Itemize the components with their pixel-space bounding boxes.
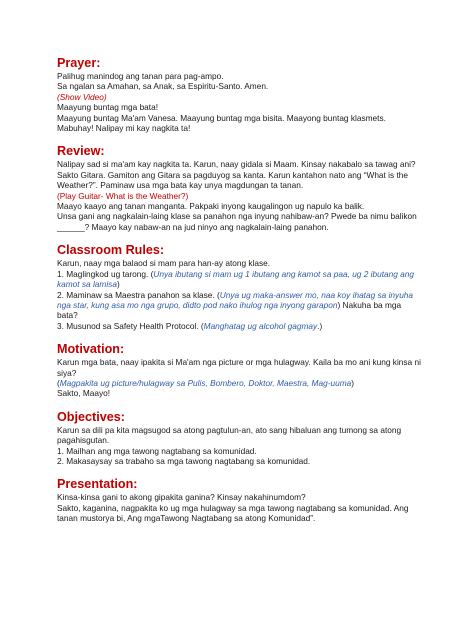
review-line: Sakto Gitara. Gamiton ang Gitara sa pagduyog sa kanta. Karun kantahon nato ang “What is the [57,169,408,180]
prayer-line: Maayung buntag mga bata! [57,102,159,113]
rule-instruction: Unya ug maka-answer mo, naa koy ihatag sa inyuha [219,289,414,300]
review-line: Maayo kaayo ang tanan manganta. Pakpaki inyong kaugalingon ug napulo ka balik. [57,201,365,212]
rules-intro: Karun, naay mga balaod si mam para han-ay atong klase. [57,258,271,269]
presentation-heading: Presentation: [57,477,138,492]
motivation-instruction [57,378,434,388]
rule-instruction: Unya ibutang si mam ug 1 ibutang ang kamot sa paa, ug 2 ibutang ang [153,268,415,279]
objectives-section [57,410,434,467]
rule-instruction: kamot sa lamisa [57,279,117,290]
rule-item-3 [57,321,434,331]
presentation-line: Kinsa-kinsa gani to akong gipakita ganina? Kinsay nakahinumdom? [57,492,306,503]
motivation-line: siya? [57,367,77,378]
rule-text: 2. Maminaw sa Maestra panahon sa klase. ( [57,289,220,300]
prayer-line: Sa ngalan sa Amahan, sa Anak, sa Espiritu-Santo. Amen. [57,81,269,92]
rules-heading: Classroom Rules: [57,243,165,258]
rules-section [57,243,434,331]
paren-open: ( [57,377,60,388]
rule-text: .) [317,320,323,331]
rule-text: 1. Maglingkod ug tarong. ( [57,268,154,279]
rule-item-2-cont [57,300,434,310]
objective-item: 1. Mailhan ang mga tawong nagtabang sa komunidad. [57,445,257,456]
review-line: ______? Maayo kay nabaw-an na jud ninyo ang nagkalain-laing panahon. [57,221,329,232]
motivation-section [57,342,434,399]
presentation-section [57,477,434,523]
review-section [57,144,434,232]
motivation-line: Karun mga bata, naay ipakita si Ma'am nga picture or mga hulagway. Kaila ba mo ani kung kinsa ni [57,357,421,368]
rule-text: ) [116,279,120,290]
rule-instruction: Manghatag ug alcohol gagmay [203,320,318,331]
objectives-line: Karun sa dili pa kita magsugod sa atong pagtulun-an, ato sang hibaluan ang tumong sa atong [57,424,402,435]
motivation-line: Sakto, Maayo! [57,388,111,399]
rule-item-1 [57,269,434,279]
review-line: Unsa gani ang nagkalain-laing klase sa panahon nga inyung nahibaw-an? Pwede ba nimu balikon [57,211,417,222]
rule-text: 3. Musunod sa Safety Health Protocol. ( [57,320,204,331]
review-heading: Review: [57,144,105,159]
objectives-line: pagahisgutan. [57,435,110,446]
objective-item: 2. Makasaysay sa trabaho sa mga tawong nagtabang sa komunidad. [57,455,311,466]
prayer-section [57,56,434,133]
prayer-line: Palihug manindog ang tanan para pag-ampo. [57,71,224,81]
rule-text: ) Nakuha ba mga [337,299,402,310]
objectives-heading: Objectives: [57,409,125,424]
paren-close: ) [351,377,354,388]
picture-instruction: Magpakita ug picture/hulagway sa Pulis, Bombero, Doktor, Maestra, Mag-uuma [59,377,352,388]
motivation-heading: Motivation: [57,342,125,357]
rule-item-2-end: bata? [57,310,78,321]
show-video-note: (Show Video) [57,91,107,102]
presentation-line: tanan mustorya bi, Ang mgaTawong Nagtabang sa atong Komunidad”. [57,513,316,524]
presentation-line: Sakto, kaganina, nagpakita ko ug mga hulagway sa mga tawong nagtabang sa komunidad. Ang [57,502,409,513]
prayer-heading: Prayer: [57,56,101,70]
review-line: Nalipay sad si ma'am kay nagkita ta. Karun, naay gidala si Maam. Kinsay nakabalo sa tawag ani? [57,159,416,170]
review-line: Weather?”. Paminaw usa mga bata kay unya magdungan ta tanan. [57,180,304,191]
rule-item-1-cont [57,279,434,289]
prayer-line: Mabuhay! Nalipay mi kay nagkita ta! [57,123,191,134]
rule-item-2 [57,290,434,300]
play-guitar-note: (Play Guitar- What is the Weather?) [57,190,189,201]
rule-instruction: nga star, kung asa mo nga grupo, didto pod nako ihulog nga inyong garapon [57,299,338,310]
prayer-line: Maayung buntag Ma'am Vanesa. Maayung buntag mga bisita. Maayong buntag klasmets. [57,112,386,123]
